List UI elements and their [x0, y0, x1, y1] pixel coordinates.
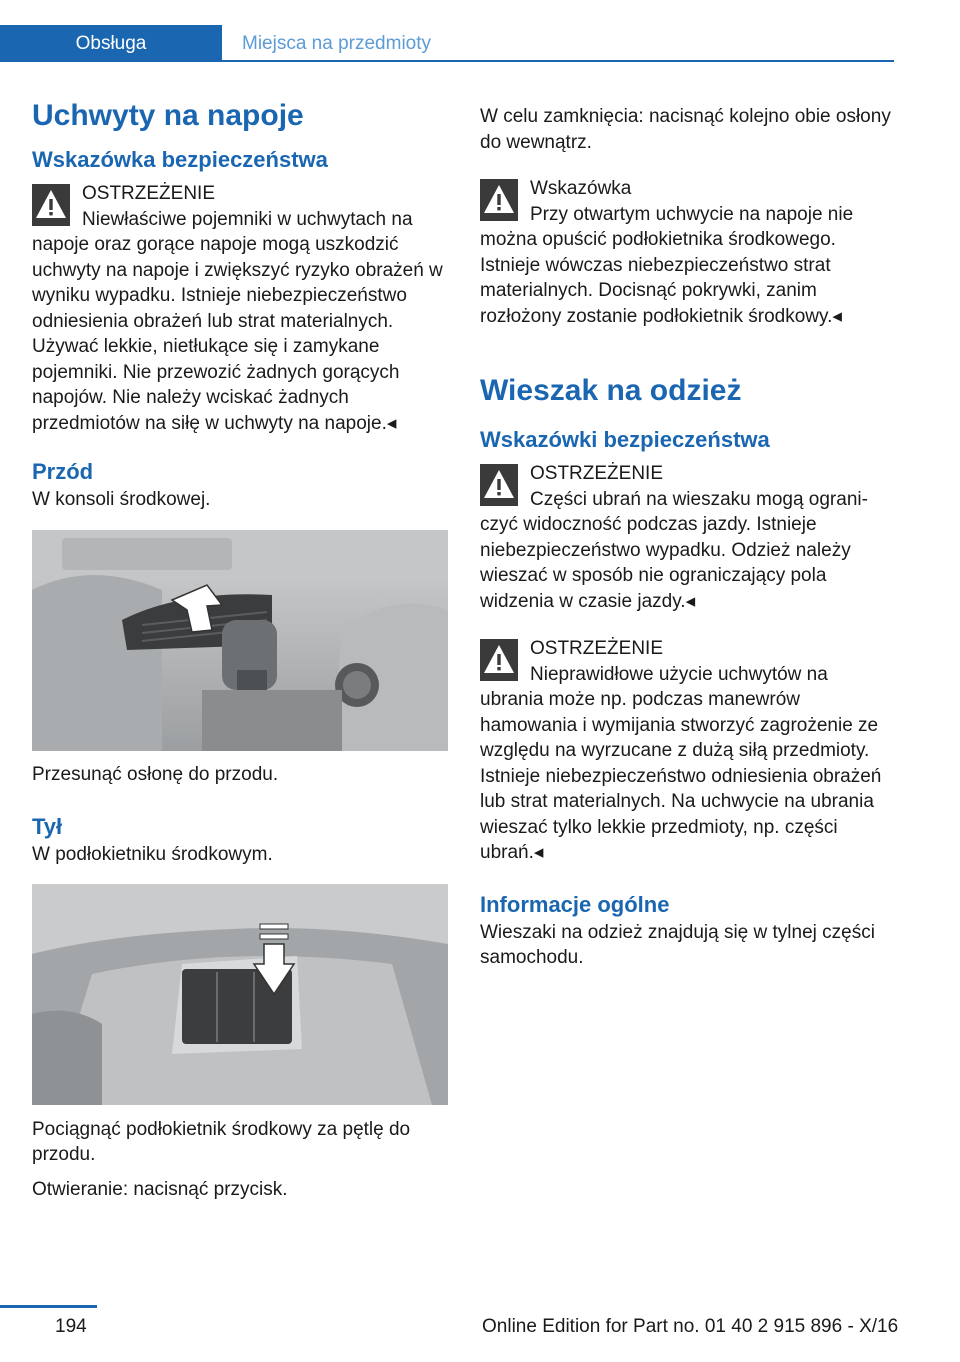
warning-icon: [480, 179, 518, 221]
general-heading: Informacje ogólne: [480, 891, 670, 917]
rear-armrest-photo: [32, 884, 448, 1105]
warning-first-line: Części ubrań na wieszaku mogą ograni-: [530, 488, 868, 510]
clothes-warning-2: [480, 636, 896, 866]
tab-section[interactable]: Obsługa: [0, 25, 222, 62]
footer-rule: [0, 1305, 97, 1308]
note-body: można opuścić podłokietnika środkowego. Istnieje wówczas niebezpieczeństwo strat materialnych. Docisnąć pokrywki, zanim rozłożony zostanie podłokietnik środkowy.◂: [480, 229, 842, 327]
clothes-safety-heading: Wskazówki bezpieczeństwa: [480, 427, 770, 452]
warning-first-line: Niewłaściwe pojemniki w uchwytach na: [82, 208, 413, 230]
edition-text: Online Edition for Part no. 01 40 2 915 896 - X/16: [482, 1316, 899, 1337]
warning-body: napoje oraz gorące napoje mogą uszkodzić uchwyty na napoje i zwiększyć ryzyko obrażeń w wyniku wypadku. Istnieje niebezpieczeństwo odniesienia obrażeń lub strat materialnych. Używać lekkie, nietłukące się i zamykane pojemniki. Nie przewozić żadnych gorących napojów. Nie należy wciskać żadnych przedmiotów na siłę w uchwyty na napoje.◂: [32, 234, 443, 434]
general-text: Wieszaki na odzież znajdują się w tylnej części samochodu.: [480, 921, 875, 968]
page-header: [0, 25, 894, 62]
front-console-photo: [32, 530, 448, 751]
warning-body: czyć widoczność podczas jazdy. Istnieje niebezpieczeństwo wypadku. Odzież należy wieszać w sposób nie ograniczający pola widzenia w czasie jazdy.◂: [480, 514, 851, 612]
close-text: W celu zamknięcia: nacisnąć kolejno obie osłony do wewnątrz.: [480, 106, 891, 153]
warning-icon: [480, 639, 518, 681]
clothes-hook-title: Wieszak na odzież: [480, 374, 742, 407]
cupholder-safety-heading: Wskazówka bezpieczeństwa: [32, 147, 328, 172]
note-label: Wskazówka: [530, 178, 632, 199]
cupholder-note: [480, 176, 896, 329]
header-rule: [0, 60, 894, 62]
front-text: W konsoli środkowej.: [32, 489, 211, 510]
right-column: [480, 104, 896, 971]
rear-heading: Tył: [32, 814, 63, 839]
front-caption: Przesunąć osłonę do przodu.: [32, 763, 279, 785]
cupholder-title: Uchwyty na napoje: [32, 99, 304, 132]
rear-caption: Pociągnąć podłokietnik środkowy za pętlę do przodu.: [32, 1118, 411, 1165]
warning-icon: [32, 184, 70, 226]
warning-label: OSTRZEŻENIE: [82, 183, 216, 204]
warning-body: ubrania może np. podczas manewrów hamowania i wymijania stworzyć zagrożenie ze względu na wyrzucane z dużą siłą przedmioty. Istnieje niebezpieczeństwo odniesienia obrażeń lub strat materialnych. Na uchwycie na ubrania wieszać tylko lekkie przedmioty, np. części ubrań.◂: [480, 689, 882, 863]
left-column: [32, 96, 448, 1202]
cupholder-warning: [32, 181, 448, 436]
warning-icon: [480, 464, 518, 506]
clothes-warning-1: [480, 461, 896, 614]
note-first-line: Przy otwartym uchwycie na napoje nie: [530, 203, 854, 225]
page-number: 194: [55, 1316, 87, 1337]
rear-text: W podłokietniku środkowym.: [32, 844, 273, 865]
warning-label: OSTRZEŻENIE: [530, 638, 664, 659]
tab-subsection[interactable]: Miejsca na przedmioty: [242, 32, 432, 54]
warning-first-line: Nieprawidłowe użycie uchwytów na: [530, 663, 828, 685]
front-heading: Przód: [32, 459, 94, 484]
rear-open-text: Otwieranie: nacisnąć przycisk.: [32, 1178, 288, 1200]
warning-label: OSTRZEŻENIE: [530, 463, 664, 484]
